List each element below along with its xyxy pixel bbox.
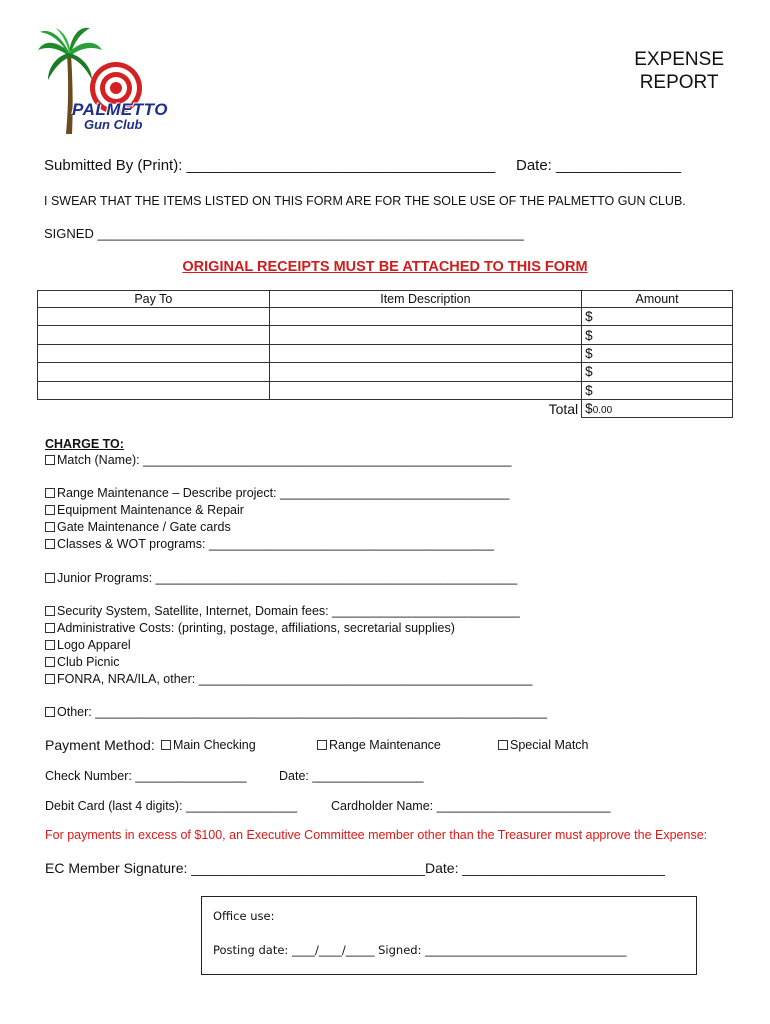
submitted-by-field[interactable]: Submitted By (Print): _____________________________________ bbox=[44, 157, 496, 174]
charge-option-equipment[interactable] bbox=[45, 503, 244, 517]
charge-option-club-picnic[interactable] bbox=[45, 655, 120, 669]
amount-cell[interactable]: $ bbox=[582, 363, 733, 381]
table-row bbox=[38, 344, 733, 362]
description-cell[interactable] bbox=[269, 308, 582, 326]
table-row bbox=[38, 381, 733, 399]
table-row bbox=[38, 326, 733, 344]
charge-option-other[interactable] bbox=[45, 705, 547, 719]
payment-method-label: Payment Method: bbox=[45, 737, 155, 753]
checkbox-icon[interactable] bbox=[498, 740, 508, 750]
logo-line-1: PALMETTO bbox=[72, 100, 168, 119]
posting-date-field[interactable]: Posting date: ____/____/_____ Signed: ___________________________________ bbox=[213, 943, 627, 957]
checkbox-icon[interactable] bbox=[45, 606, 55, 616]
title-line-2: REPORT bbox=[639, 72, 719, 93]
charge-option-administrative[interactable] bbox=[45, 621, 455, 635]
signed-field[interactable]: SIGNED ___________________________________________________________ bbox=[44, 226, 525, 241]
checkbox-icon[interactable] bbox=[45, 674, 55, 684]
amount-cell[interactable]: $ bbox=[582, 381, 733, 399]
checkbox-icon[interactable] bbox=[161, 740, 171, 750]
payment-option-label: Special Match bbox=[510, 738, 589, 752]
checkbox-icon[interactable] bbox=[317, 740, 327, 750]
description-cell[interactable] bbox=[269, 344, 582, 362]
office-use-title: Office use: bbox=[213, 909, 275, 923]
table-row bbox=[38, 363, 733, 381]
total-blank bbox=[38, 399, 270, 417]
logo-line-2: Gun Club bbox=[84, 117, 143, 132]
charge-option-range-maintenance[interactable] bbox=[45, 486, 509, 500]
payment-option-label: Range Maintenance bbox=[329, 738, 441, 752]
total-label: Total bbox=[269, 399, 582, 417]
payment-option-label: Main Checking bbox=[173, 738, 256, 752]
header-item-description: Item Description bbox=[269, 291, 582, 308]
checkbox-icon[interactable] bbox=[45, 707, 55, 717]
charge-option-classes[interactable] bbox=[45, 537, 494, 551]
checkbox-icon[interactable] bbox=[45, 505, 55, 515]
page-title bbox=[634, 48, 724, 94]
checkbox-icon[interactable] bbox=[45, 573, 55, 583]
approval-notice: For payments in excess of $100, an Executive Committee member other than the Treasurer must approve the Expense: bbox=[45, 828, 708, 842]
charge-option-label: Club Picnic bbox=[57, 655, 120, 669]
description-cell[interactable] bbox=[269, 363, 582, 381]
charge-option-label: Junior Programs: ____________________________________________________ bbox=[57, 571, 518, 585]
checkbox-icon[interactable] bbox=[45, 539, 55, 549]
checkbox-icon[interactable] bbox=[45, 455, 55, 465]
table-row bbox=[38, 308, 733, 326]
charge-option-logo-apparel[interactable] bbox=[45, 638, 131, 652]
office-use-box bbox=[201, 896, 697, 975]
total-amount-cell[interactable] bbox=[582, 399, 733, 417]
debit-card-field[interactable]: Debit Card (last 4 digits): ________________ bbox=[45, 799, 298, 813]
pay-to-cell[interactable] bbox=[38, 344, 270, 362]
charge-to-heading: CHARGE TO: bbox=[45, 437, 124, 451]
header-pay-to: Pay To bbox=[38, 291, 270, 308]
pay-to-cell[interactable] bbox=[38, 381, 270, 399]
header-amount: Amount bbox=[582, 291, 733, 308]
checkbox-icon[interactable] bbox=[45, 623, 55, 633]
payment-option-range-maintenance[interactable] bbox=[317, 738, 441, 752]
cardholder-name-field[interactable]: Cardholder Name: _________________________ bbox=[331, 799, 611, 813]
amount-cell[interactable]: $ bbox=[582, 344, 733, 362]
charge-option-label: Administrative Costs: (printing, postage, affiliations, secretarial supplies) bbox=[57, 621, 455, 635]
total-row bbox=[38, 399, 733, 417]
payment-option-main-checking[interactable] bbox=[161, 738, 256, 752]
charge-option-label: Equipment Maintenance & Repair bbox=[57, 503, 244, 517]
total-value: 0.00 bbox=[592, 405, 613, 417]
logo-text bbox=[72, 100, 168, 132]
ec-date-field[interactable]: Date: __________________________ bbox=[425, 860, 665, 876]
pay-to-cell[interactable] bbox=[38, 363, 270, 381]
total-currency: $ bbox=[585, 401, 593, 417]
charge-option-label: Security System, Satellite, Internet, Domain fees: ___________________________ bbox=[57, 604, 520, 618]
charge-option-match[interactable] bbox=[45, 453, 512, 467]
checkbox-icon[interactable] bbox=[45, 640, 55, 650]
description-cell[interactable] bbox=[269, 326, 582, 344]
checkbox-icon[interactable] bbox=[45, 488, 55, 498]
charge-option-label: Gate Maintenance / Gate cards bbox=[57, 520, 231, 534]
charge-option-label: FONRA, NRA/ILA, other: ________________________________________________ bbox=[57, 672, 533, 686]
checkbox-icon[interactable] bbox=[45, 657, 55, 667]
checkbox-icon[interactable] bbox=[45, 522, 55, 532]
charge-option-fonra[interactable] bbox=[45, 672, 532, 686]
amount-cell[interactable]: $ bbox=[582, 308, 733, 326]
amount-cell[interactable]: $ bbox=[582, 326, 733, 344]
receipts-notice: ORIGINAL RECEIPTS MUST BE ATTACHED TO THIS FORM bbox=[182, 259, 588, 275]
payment-option-special-match[interactable] bbox=[498, 738, 589, 752]
charge-option-security[interactable] bbox=[45, 604, 520, 618]
pay-to-cell[interactable] bbox=[38, 326, 270, 344]
charge-option-label: Range Maintenance – Describe project: _________________________________ bbox=[57, 486, 510, 500]
charge-option-label: Other: _________________________________________________________________ bbox=[57, 705, 548, 719]
table-header-row bbox=[38, 291, 733, 308]
check-number-field[interactable]: Check Number: ________________ bbox=[45, 769, 247, 783]
swear-statement: I SWEAR THAT THE ITEMS LISTED ON THIS FORM ARE FOR THE SOLE USE OF THE PALMETTO GUN CLUB. bbox=[44, 194, 686, 208]
check-date-field[interactable]: Date: ________________ bbox=[279, 769, 424, 783]
ec-signature-field[interactable]: EC Member Signature: ______________________________ bbox=[45, 860, 425, 876]
description-cell[interactable] bbox=[269, 381, 582, 399]
charge-option-label: Classes & WOT programs: _________________________________________ bbox=[57, 537, 494, 551]
charge-option-gate[interactable] bbox=[45, 520, 231, 534]
pay-to-cell[interactable] bbox=[38, 308, 270, 326]
charge-option-junior[interactable] bbox=[45, 571, 517, 585]
title-line-1: EXPENSE bbox=[634, 49, 724, 70]
expense-table bbox=[37, 290, 733, 418]
submitted-date-field[interactable]: Date: _______________ bbox=[516, 157, 682, 174]
charge-option-label: Logo Apparel bbox=[57, 638, 131, 652]
charge-option-label: Match (Name): _____________________________________________________ bbox=[57, 453, 512, 467]
